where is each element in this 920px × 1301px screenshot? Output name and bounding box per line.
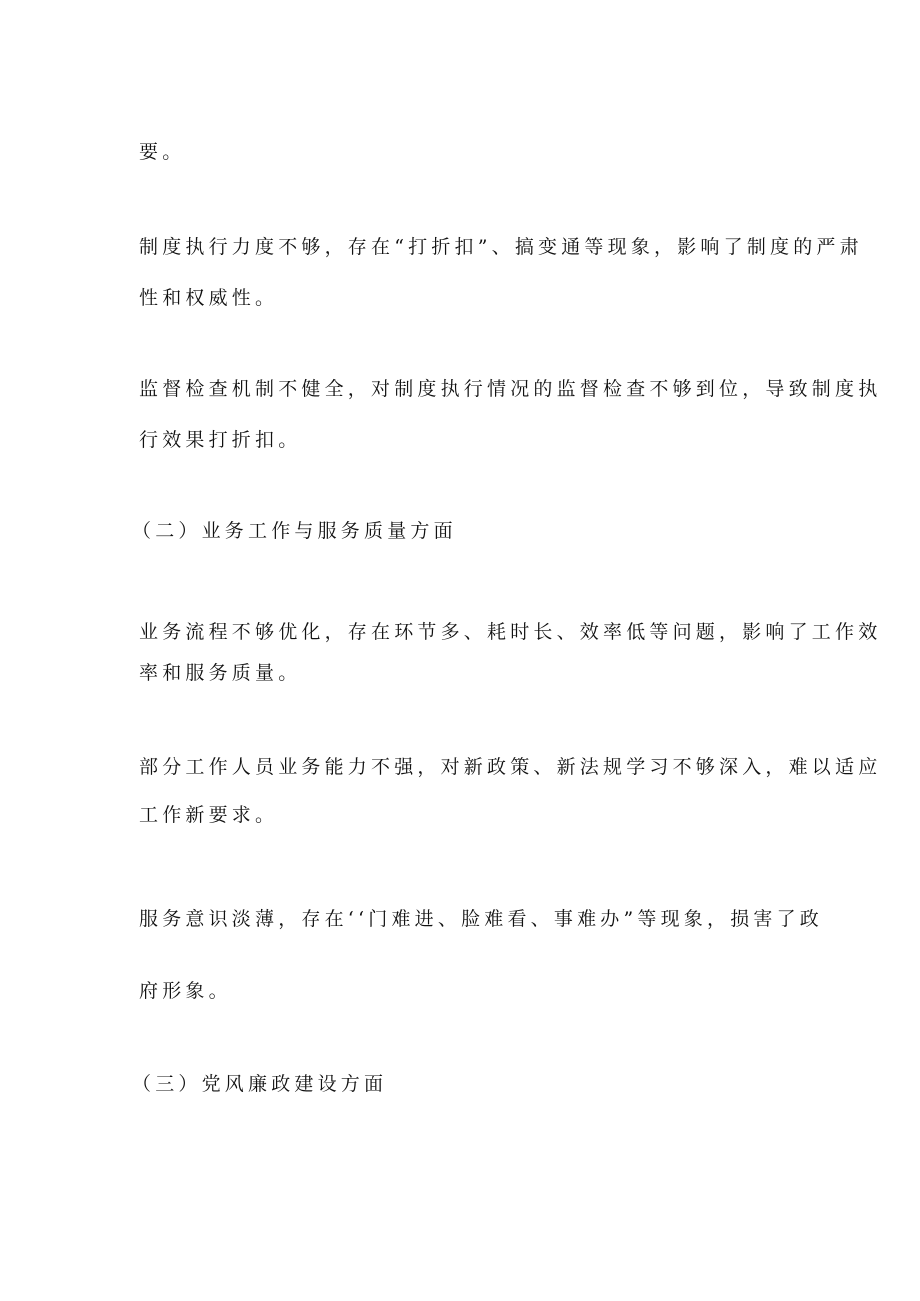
section-heading-party-conduct: （三）党风廉政建设方面 (132, 1073, 388, 1095)
paragraph-institution-enforcement-line-2: 性和权威性。 (139, 287, 279, 309)
paragraph-service-awareness-line-2: 府形象。 (139, 980, 232, 1002)
text-line-continuation: 要。 (139, 141, 186, 163)
paragraph-workflow-line-2: 率和服务质量。 (139, 662, 302, 684)
paragraph-service-awareness-line-1: 服务意识淡薄，存在‘‘门难进、脸难看、事难办”等现象，损害了政 (139, 908, 823, 930)
paragraph-staff-ability-line-2: 工作新要求。 (139, 804, 279, 826)
paragraph-supervision-line-1: 监督检查机制不健全，对制度执行情况的监督检查不够到位，导致制度执 (139, 378, 882, 400)
paragraph-supervision-line-2: 行效果打折扣。 (139, 429, 302, 451)
paragraph-workflow-line-1: 业务流程不够优化，存在环节多、耗时长、效率低等问题，影响了工作效 (139, 621, 882, 643)
paragraph-staff-ability-line-1: 部分工作人员业务能力不强，对新政策、新法规学习不够深入，难以适应 (139, 756, 882, 778)
paragraph-institution-enforcement-line-1: 制度执行力度不够，存在“打折扣”、搞变通等现象，影响了制度的严肃 (139, 236, 863, 258)
section-heading-business-service: （二）业务工作与服务质量方面 (132, 520, 457, 542)
